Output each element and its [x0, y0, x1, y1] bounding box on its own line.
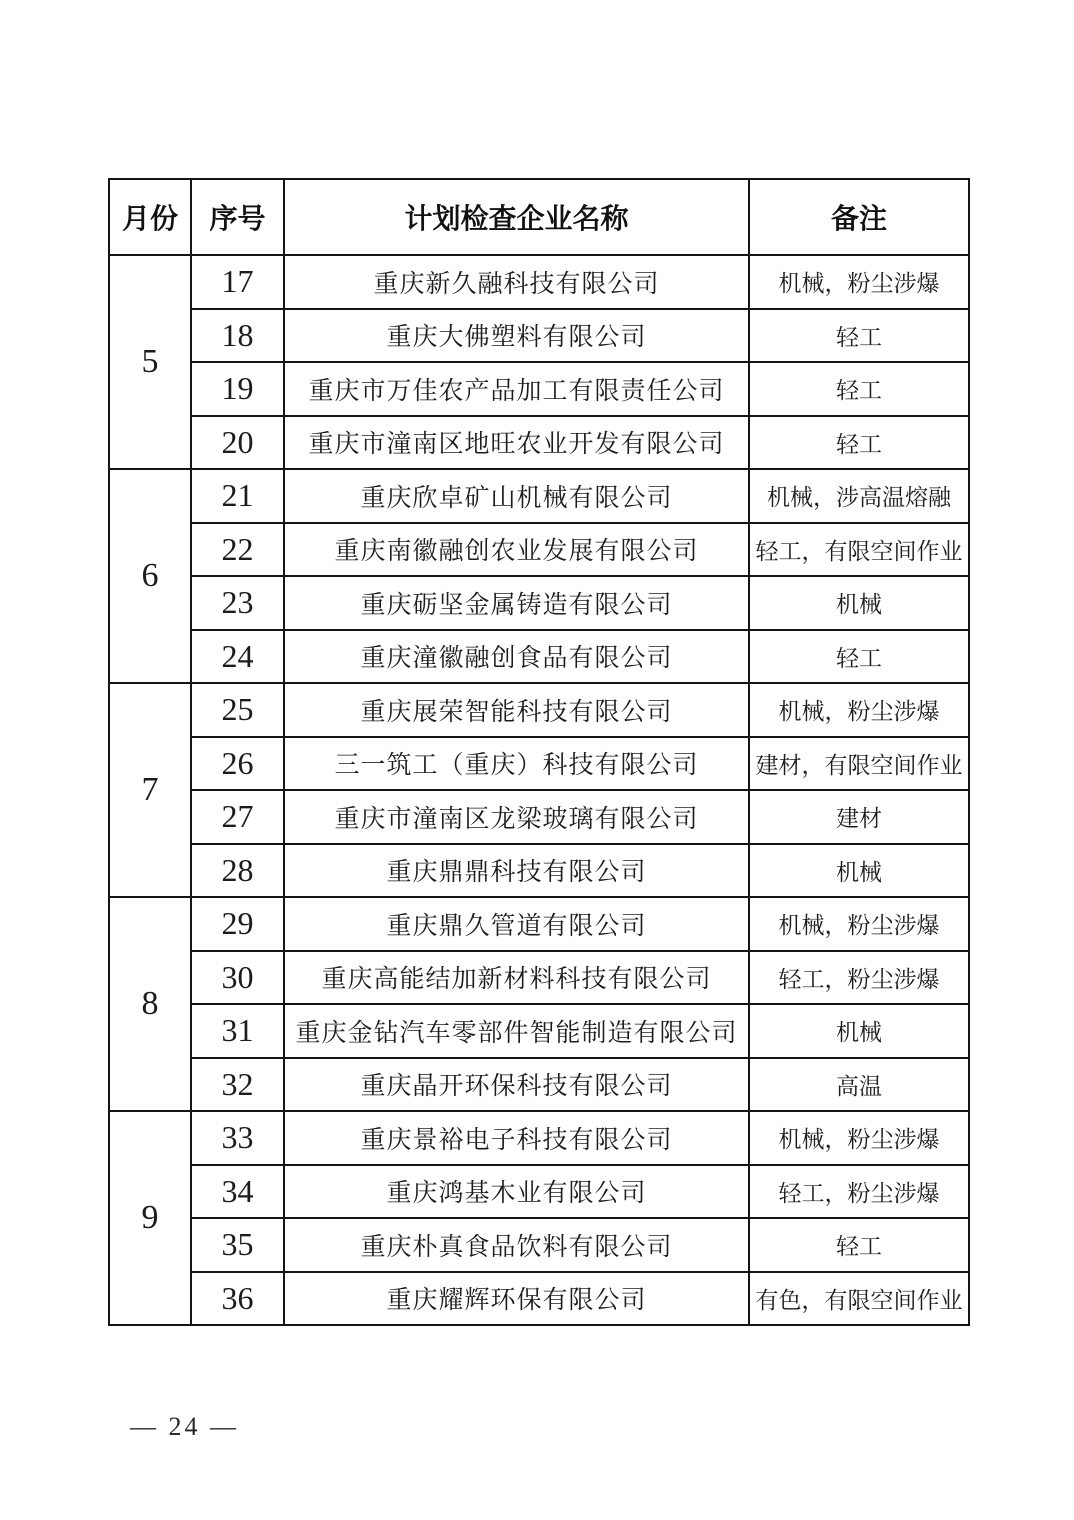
company-name-cell: 重庆新久融科技有限公司 — [284, 255, 749, 309]
serial-number-cell: 27 — [191, 790, 284, 844]
table-row — [109, 1272, 969, 1326]
table-row — [109, 1218, 969, 1272]
col-header-company: 计划检查企业名称 — [284, 179, 749, 255]
company-name-cell: 三一筑工（重庆）科技有限公司 — [284, 737, 749, 791]
company-name-cell: 重庆市万佳农产品加工有限责任公司 — [284, 362, 749, 416]
remark-cell: 机械，粉尘涉爆 — [749, 897, 969, 951]
table-row — [109, 737, 969, 791]
table-row — [109, 469, 969, 523]
serial-number-cell: 32 — [191, 1058, 284, 1112]
serial-number-cell: 22 — [191, 523, 284, 577]
company-name-cell: 重庆市潼南区地旺农业开发有限公司 — [284, 416, 749, 470]
remark-cell: 轻工 — [749, 362, 969, 416]
company-name-cell: 重庆欣卓矿山机械有限公司 — [284, 469, 749, 523]
serial-number-cell: 24 — [191, 630, 284, 684]
serial-number-cell: 29 — [191, 897, 284, 951]
remark-cell: 有色，有限空间作业 — [749, 1272, 969, 1326]
table-row — [109, 790, 969, 844]
company-name-cell: 重庆鼎久管道有限公司 — [284, 897, 749, 951]
month-cell: 7 — [109, 683, 191, 897]
table-row — [109, 1165, 969, 1219]
table-row — [109, 362, 969, 416]
remark-cell: 机械，涉高温熔融 — [749, 469, 969, 523]
serial-number-cell: 35 — [191, 1218, 284, 1272]
company-name-cell: 重庆耀辉环保有限公司 — [284, 1272, 749, 1326]
company-name-cell: 重庆景裕电子科技有限公司 — [284, 1111, 749, 1165]
company-name-cell: 重庆砺坚金属铸造有限公司 — [284, 576, 749, 630]
remark-cell: 机械，粉尘涉爆 — [749, 1111, 969, 1165]
company-name-cell: 重庆南徽融创农业发展有限公司 — [284, 523, 749, 577]
serial-number-cell: 25 — [191, 683, 284, 737]
remark-cell: 轻工 — [749, 1218, 969, 1272]
remark-cell: 轻工，有限空间作业 — [749, 523, 969, 577]
remark-cell: 建材，有限空间作业 — [749, 737, 969, 791]
company-name-cell: 重庆展荣智能科技有限公司 — [284, 683, 749, 737]
col-header-serial: 序号 — [191, 179, 284, 255]
serial-number-cell: 20 — [191, 416, 284, 470]
table-row — [109, 255, 969, 309]
table-header-row — [109, 179, 969, 255]
table-row — [109, 1004, 969, 1058]
company-name-cell: 重庆大佛塑料有限公司 — [284, 309, 749, 363]
remark-cell: 轻工 — [749, 630, 969, 684]
remark-cell: 轻工 — [749, 416, 969, 470]
table-row — [109, 1111, 969, 1165]
table-row — [109, 523, 969, 577]
table-row — [109, 844, 969, 898]
serial-number-cell: 21 — [191, 469, 284, 523]
company-name-cell: 重庆潼徽融创食品有限公司 — [284, 630, 749, 684]
col-header-month: 月份 — [109, 179, 191, 255]
serial-number-cell: 36 — [191, 1272, 284, 1326]
serial-number-cell: 33 — [191, 1111, 284, 1165]
remark-cell: 轻工，粉尘涉爆 — [749, 1165, 969, 1219]
table-row — [109, 576, 969, 630]
serial-number-cell: 18 — [191, 309, 284, 363]
inspection-plan-table — [108, 178, 970, 1326]
serial-number-cell: 26 — [191, 737, 284, 791]
serial-number-cell: 19 — [191, 362, 284, 416]
month-cell: 9 — [109, 1111, 191, 1325]
remark-cell: 机械 — [749, 1004, 969, 1058]
table-row — [109, 1058, 969, 1112]
month-cell: 8 — [109, 897, 191, 1111]
serial-number-cell: 17 — [191, 255, 284, 309]
remark-cell: 机械 — [749, 844, 969, 898]
serial-number-cell: 34 — [191, 1165, 284, 1219]
page-number: — 24 — — [130, 1412, 239, 1441]
remark-cell: 轻工 — [749, 309, 969, 363]
remark-cell: 轻工，粉尘涉爆 — [749, 951, 969, 1005]
table-row — [109, 309, 969, 363]
col-header-remark: 备注 — [749, 179, 969, 255]
remark-cell: 机械，粉尘涉爆 — [749, 683, 969, 737]
company-name-cell: 重庆高能结加新材料科技有限公司 — [284, 951, 749, 1005]
remark-cell: 机械，粉尘涉爆 — [749, 255, 969, 309]
month-cell: 6 — [109, 469, 191, 683]
company-name-cell: 重庆鸿基木业有限公司 — [284, 1165, 749, 1219]
remark-cell: 高温 — [749, 1058, 969, 1112]
company-name-cell: 重庆金钻汽车零部件智能制造有限公司 — [284, 1004, 749, 1058]
company-name-cell: 重庆晶开环保科技有限公司 — [284, 1058, 749, 1112]
table-row — [109, 897, 969, 951]
remark-cell: 机械 — [749, 576, 969, 630]
company-name-cell: 重庆市潼南区龙梁玻璃有限公司 — [284, 790, 749, 844]
table-row — [109, 416, 969, 470]
remark-cell: 建材 — [749, 790, 969, 844]
company-name-cell: 重庆鼎鼎科技有限公司 — [284, 844, 749, 898]
serial-number-cell: 28 — [191, 844, 284, 898]
company-name-cell: 重庆朴真食品饮料有限公司 — [284, 1218, 749, 1272]
serial-number-cell: 30 — [191, 951, 284, 1005]
table-row — [109, 951, 969, 1005]
table-row — [109, 630, 969, 684]
month-cell: 5 — [109, 255, 191, 469]
table-row — [109, 683, 969, 737]
serial-number-cell: 23 — [191, 576, 284, 630]
serial-number-cell: 31 — [191, 1004, 284, 1058]
